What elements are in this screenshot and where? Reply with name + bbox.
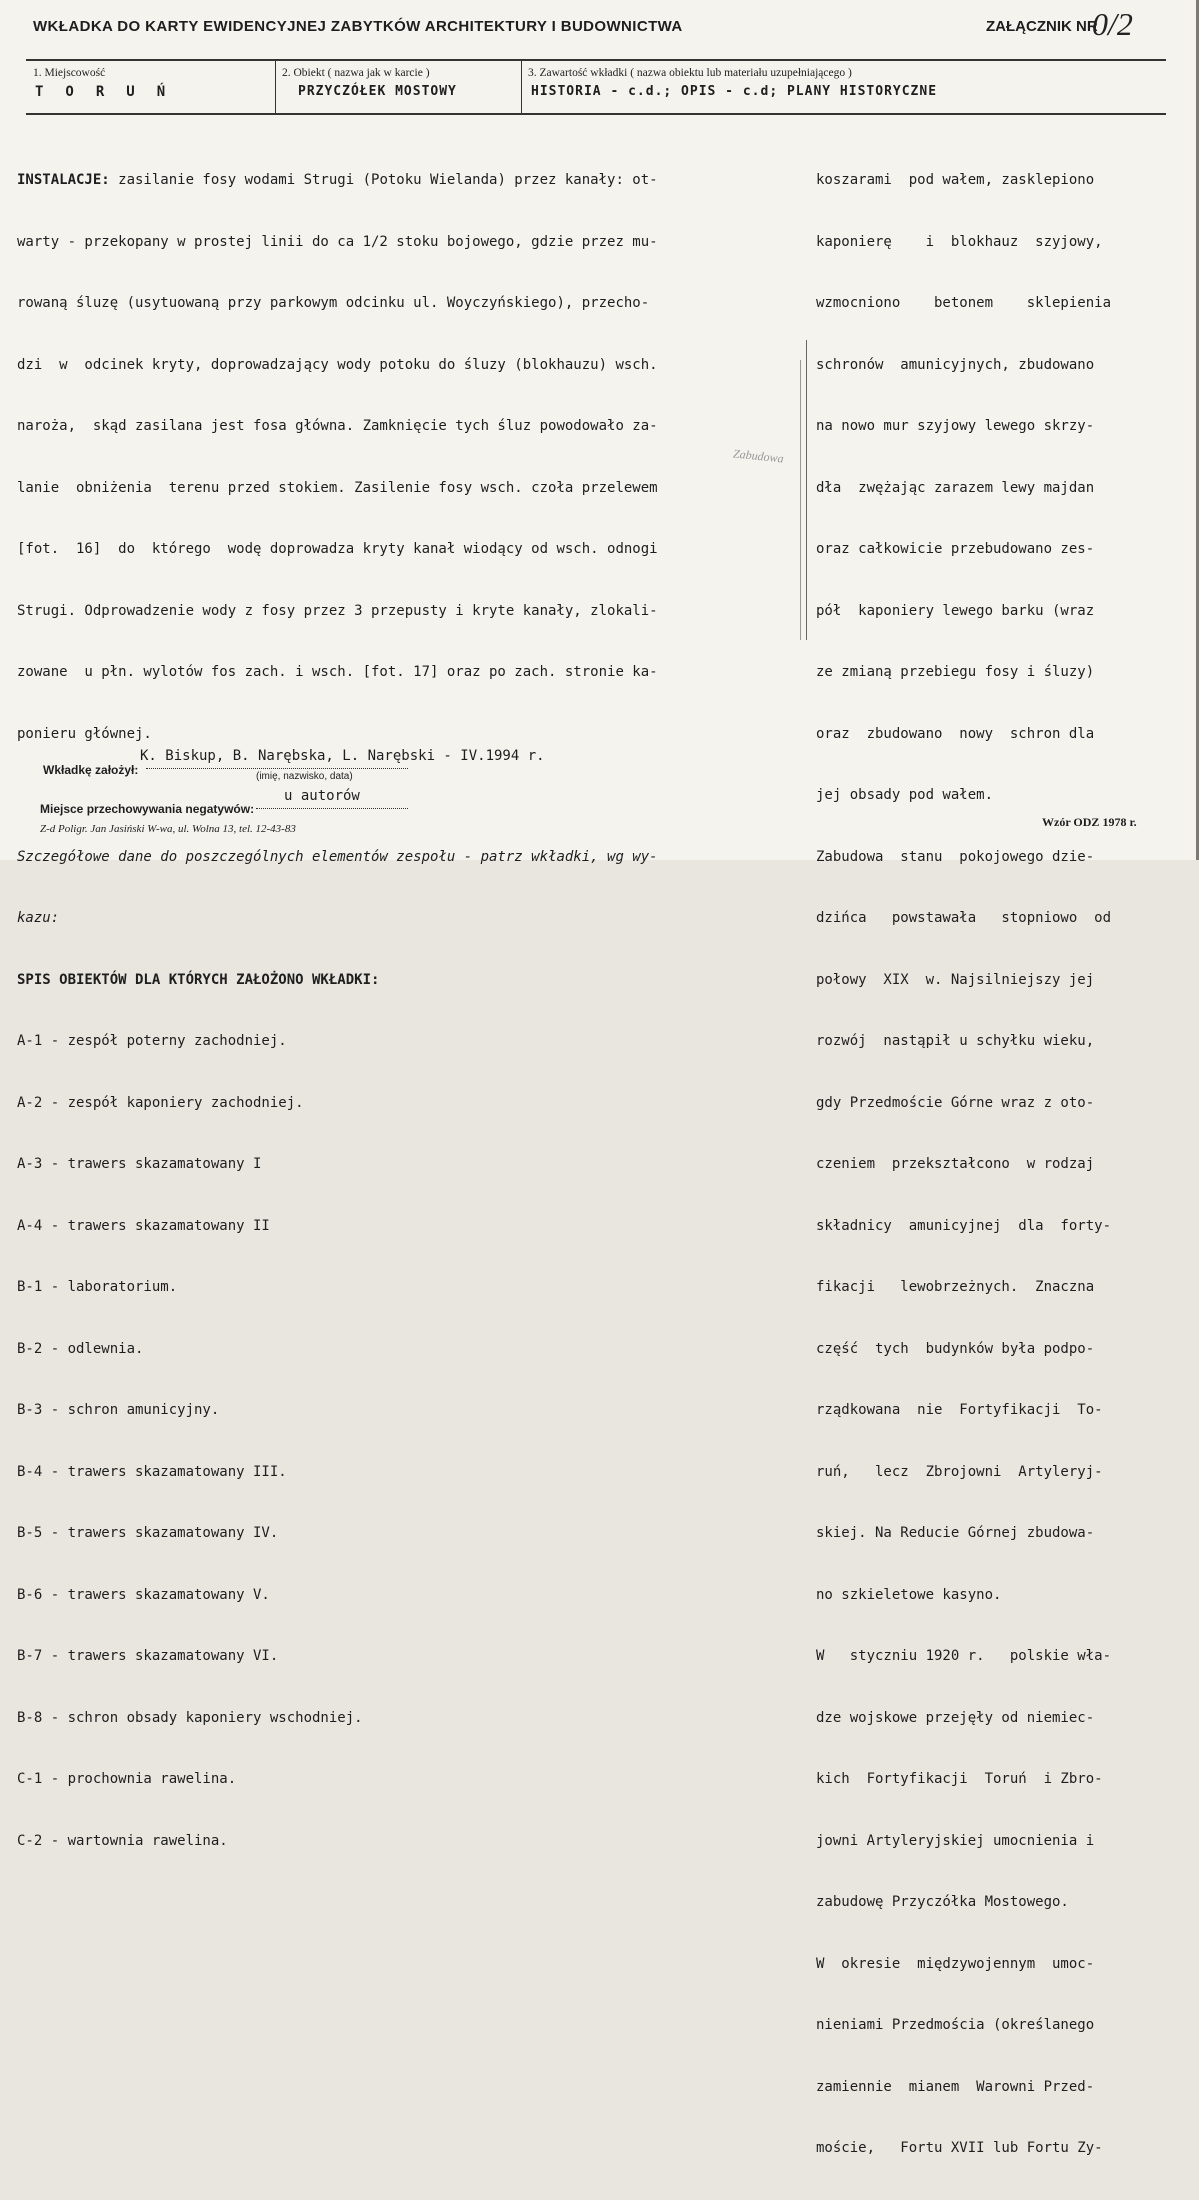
installations-line: lanie obniżenia terenu przed stokiem. Zasilenie fosy wsch. czoła przelewem <box>17 479 658 496</box>
right-line: W okresie międzywojennym umoc- <box>816 1955 1095 1972</box>
list-item: A-2 - zespół kaponiery zachodniej. <box>17 1094 304 1111</box>
list-item: A-3 - trawers skazamatowany I <box>17 1156 262 1172</box>
object-value: PRZYCZÓŁEK MOSTOWY <box>298 84 457 99</box>
printer-info: Z-d Poligr. Jan Jasiński W-wa, ul. Wolna 13, tel. 12-43-83 <box>40 823 296 835</box>
list-item: B-3 - schron amunicyjny. <box>17 1402 220 1418</box>
right-line: Zabudowa stanu pokojowego dzie- <box>816 848 1095 865</box>
content-label: 3. Zawartość wkładki ( nazwa obiektu lub materiału uzupełniającego ) <box>528 67 852 79</box>
list-item: B-8 - schron obsady kaponiery wschodniej. <box>17 1709 363 1726</box>
installations-line: warty - przekopany w prostej linii do ca 1/2 stoku bojowego, gdzie przez mu- <box>17 233 658 250</box>
place-value: TORUŃ <box>35 84 188 100</box>
list-item: B-1 - laboratorium. <box>17 1279 178 1295</box>
authors-hint: (imię, nazwisko, data) <box>256 771 353 782</box>
installations-heading: INSTALACJE: <box>17 172 110 188</box>
right-line: jowni Artyleryjskiej umocnienia i <box>816 1832 1095 1849</box>
right-line: rządkowana nie Fortyfikacji To- <box>816 1402 1103 1418</box>
authors-dotted-line <box>146 768 408 769</box>
right-line: zabudowę Przyczółka Mostowego. <box>816 1894 1069 1910</box>
right-line: połowy XIX w. Najsilniejszy jej <box>816 971 1095 988</box>
right-line: koszarami pod wałem, zasklepiono <box>816 172 1095 188</box>
authors-value: K. Biskup, B. Narębska, L. Narębski - IV.1994 r. <box>140 748 545 764</box>
right-line: skiej. Na Reducie Górnej zbudowa- <box>816 1525 1095 1541</box>
installations-first-line: INSTALACJE: zasilanie fosy wodami Strugi (Potoku Wielanda) przez kanały: ot- <box>17 172 658 188</box>
margin-bracket-upper <box>806 340 807 640</box>
details-line: Szczegółowe dane do poszczególnych elementów zespołu - patrz wkładki, wg wy- <box>17 848 658 865</box>
right-line: gdy Przedmoście Górne wraz z oto- <box>816 1094 1095 1111</box>
right-line: ruń, lecz Zbrojowni Artyleryj- <box>816 1463 1103 1480</box>
right-line: rozwój nastąpił u schyłku wieku, <box>816 1033 1095 1049</box>
right-line: ze zmianą przebiegu fosy i śluzy) <box>816 664 1095 680</box>
list-item: B-5 - trawers skazamatowany IV. <box>17 1525 279 1541</box>
object-label: 2. Obiekt ( nazwa jak w karcie ) <box>282 67 430 79</box>
right-line: kich Fortyfikacji Toruń i Zbro- <box>816 1771 1103 1787</box>
right-line: dzińca powstawała stopniowo od <box>816 910 1112 926</box>
content-value: HISTORIA - c.d.; OPIS - c.d; PLANY HISTORYCZNE <box>531 84 938 99</box>
authors-label: Wkładkę założył: <box>43 763 139 777</box>
list-item: C-2 - wartownia rawelina. <box>17 1832 228 1849</box>
annex-label: ZAŁĄCZNIK NR <box>986 18 1098 35</box>
form-model: Wzór ODZ 1978 r. <box>1042 815 1137 829</box>
installations-line: zowane u płn. wylotów fos zach. i wsch. [fot. 17] oraz po zach. stronie ka- <box>17 664 658 680</box>
details-line: kazu: <box>17 910 60 926</box>
installations-line: ponieru głównej. <box>17 725 152 742</box>
list-item: B-7 - trawers skazamatowany VI. <box>17 1648 279 1664</box>
annex-number: 0/2 <box>1092 6 1133 42</box>
right-line: zamiennie mianem Warowni Przed- <box>816 2078 1095 2095</box>
right-line: no szkieletowe kasyno. <box>816 1586 1002 1603</box>
storage-label: Miejsce przechowywania negatywów: <box>40 802 255 816</box>
place-label: 1. Miejscowość <box>33 67 106 79</box>
list-item: B-2 - odlewnia. <box>17 1340 144 1357</box>
right-line: fikacji lewobrzeżnych. Znaczna <box>816 1279 1095 1295</box>
right-line: składnicy amunicyjnej dla forty- <box>816 1217 1112 1234</box>
field-divider-1 <box>275 59 276 114</box>
header-rule-top <box>26 59 1166 61</box>
right-line: jej obsady pod wałem. <box>816 787 994 803</box>
right-line: kaponierę i blokhauz szyjowy, <box>816 233 1103 250</box>
list-item: B-6 - trawers skazamatowany V. <box>17 1586 270 1603</box>
storage-dotted-line <box>256 808 408 809</box>
installations-line: Strugi. Odprowadzenie wody z fosy przez 3 przepusty i kryte kanały, zlokali- <box>17 602 658 619</box>
right-line: czeniem przekształcono w rodzaj <box>816 1156 1095 1172</box>
right-line: na nowo mur szyjowy lewego skrzy- <box>816 418 1095 434</box>
right-line: nieniami Przedmościa (określanego <box>816 2017 1095 2033</box>
list-heading: SPIS OBIEKTÓW DLA KTÓRYCH ZAŁOŻONO WKŁADKI: <box>17 971 380 988</box>
list-item: A-1 - zespół poterny zachodniej. <box>17 1033 287 1049</box>
right-line: dła zwężając zarazem lewy majdan <box>816 479 1095 496</box>
margin-pencil-note: Zabudowa <box>732 446 785 466</box>
installations-line: rowaną śluzę (usytuowaną przy parkowym odcinku ul. Woyczyńskiego), przecho- <box>17 295 650 311</box>
list-item: C-1 - prochownia rawelina. <box>17 1771 237 1787</box>
card-title: WKŁADKA DO KARTY EWIDENCYJNEJ ZABYTKÓW ARCHITEKTURY I BUDOWNICTWA <box>33 18 683 35</box>
storage-value: u autorów <box>284 788 360 804</box>
right-line: oraz całkowicie przebudowano zes- <box>816 541 1095 557</box>
right-line: pół kaponiery lewego barku (wraz <box>816 602 1095 619</box>
right-line: schronów amunicyjnych, zbudowano <box>816 356 1095 373</box>
list-item: A-4 - trawers skazamatowany II <box>17 1217 270 1234</box>
list-item: B-4 - trawers skazamatowany III. <box>17 1463 287 1480</box>
header-rule-bottom <box>26 113 1166 115</box>
right-line: oraz zbudowano nowy schron dla <box>816 725 1095 742</box>
right-line: dze wojskowe przejęły od niemiec- <box>816 1709 1095 1726</box>
installations-line: [fot. 16] do którego wodę doprowadza kryty kanał wiodący od wsch. odnogi <box>17 541 658 557</box>
right-line: W styczniu 1920 r. polskie wła- <box>816 1648 1112 1664</box>
installations-line: dzi w odcinek kryty, doprowadzający wody potoku do śluzy (blokhauzu) wsch. <box>17 356 658 373</box>
installations-line: naroża, skąd zasilana jest fosa główna. Zamknięcie tych śluz powodowało za- <box>17 418 658 434</box>
right-line: moście, Fortu XVII lub Fortu Zy- <box>816 2140 1103 2156</box>
field-divider-2 <box>521 59 522 114</box>
left-column <box>17 129 658 1892</box>
right-line: wzmocniono betonem sklepienia <box>816 295 1112 311</box>
right-column <box>816 129 1111 2200</box>
margin-bracket-lower <box>800 360 801 640</box>
right-line: część tych budynków była podpo- <box>816 1340 1095 1357</box>
